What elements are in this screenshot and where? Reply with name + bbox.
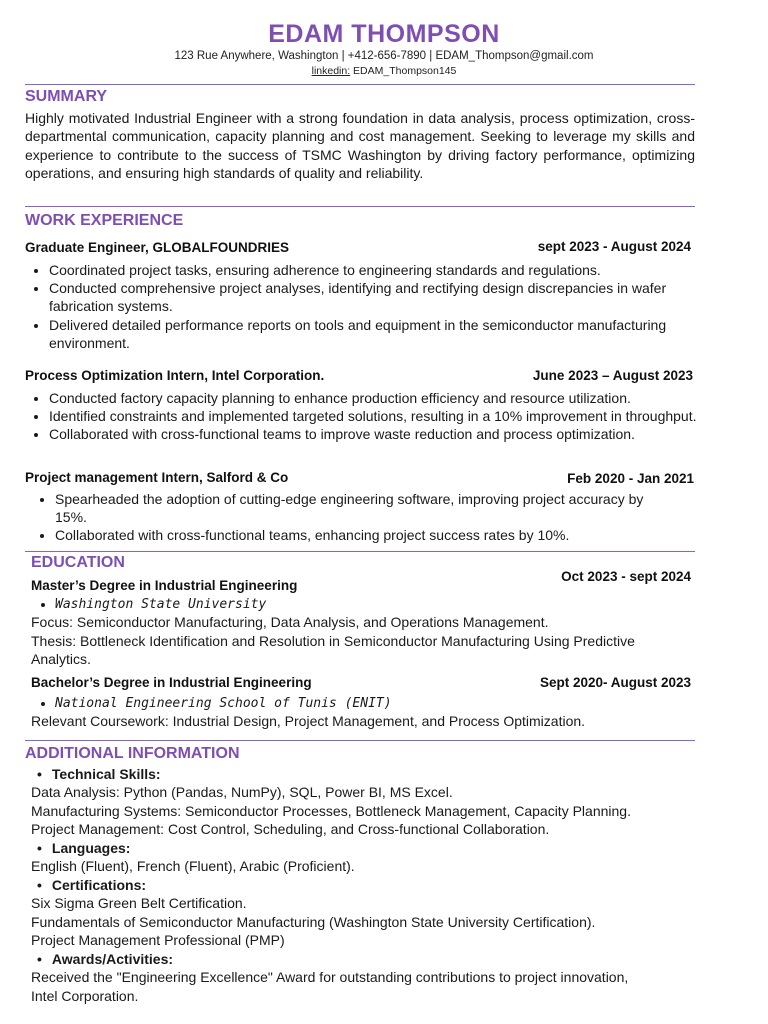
certifications-label: • Certifications: [37,877,146,893]
list-item: • Delivered detailed performance reports on tools and equipment in the semiconductor manufacturing environment. [49,316,719,352]
degree-dates: Oct 2023 - sept 2024 [561,569,691,584]
info-line: Fundamentals of Semiconductor Manufacturing (Washington State University Certification). [31,914,596,930]
school-name: • Washington State University [55,596,695,614]
school-name: • National Engineering School of Tunis (ENIT) [55,695,695,713]
degree-title: Master’s Degree in Industrial Engineering [31,578,298,593]
degree-focus: Focus: Semiconductor Manufacturing, Data Analysis, and Operations Management. [31,614,549,630]
degree-title: Bachelor’s Degree in Industrial Engineering [31,675,312,690]
info-line: Project Management: Cost Control, Scheduling, and Cross-functional Collaboration. [31,821,550,837]
job-title: Graduate Engineer, GLOBALFOUNDRIES [25,240,290,255]
info-line: English (Fluent), French (Fluent), Arabic (Proficient). [31,858,355,874]
degree-dates: Sept 2020- August 2023 [539,675,691,690]
list-item: • Conducted factory capacity planning to enhance production efficiency and resource utilization. [49,389,719,407]
info-line: Data Analysis: Python (Pandas, NumPy), SQL, Power BI, MS Excel. [31,784,453,800]
section-divider [25,740,695,741]
languages-label: • Languages: [37,840,130,856]
info-line: Intel Corporation. [31,988,139,1004]
awards-label: • Awards/Activities: [37,951,173,967]
section-divider [25,84,695,85]
summary-text: Highly motivated Industrial Engineer with a strong foundation in data analysis, process optimization, cross-departmental communication, capacity planning and cost management. Seeking to leverage my skills and experience to contribute to the success of TSMC Washington by driving factory performance, optimizing operations, and ensuring high standards of quality and reliability. [25,110,695,182]
job-bullets [31,490,665,545]
section-divider [25,551,695,552]
job-bullets [25,389,719,444]
linkedin-value: EDAM_Thompson145 [350,65,457,77]
list-item: • Spearheaded the adoption of cutting-edge engineering software, improving project accuracy by 15%. [55,490,665,526]
job-bullets [25,261,719,352]
school-list [31,596,695,614]
list-item: • Collaborated with cross-functional teams, enhancing project success rates by 10%. [55,526,665,544]
additional-info-heading: ADDITIONAL INFORMATION [25,745,240,762]
info-line: Received the "Engineering Excellence" Award for outstanding contributions to project innovation, [31,969,629,985]
work-experience-heading: WORK EXPERIENCE [25,212,184,229]
list-item: • Collaborated with cross-functional teams to improve waste reduction and process optimization. [49,425,719,443]
section-divider [25,206,695,207]
education-heading: EDUCATION [31,554,125,571]
info-line: Manufacturing Systems: Semiconductor Processes, Bottleneck Management, Capacity Planning. [31,803,631,819]
list-item: • Coordinated project tasks, ensuring adherence to engineering standards and regulations. [49,261,719,279]
info-line: Six Sigma Green Belt Certification. [31,895,247,911]
candidate-name: EDAM THOMPSON [268,20,500,48]
summary-heading: SUMMARY [25,88,108,105]
job-dates: June 2023 – August 2023 [532,368,693,383]
job-title: Process Optimization Intern, Intel Corporation. [25,368,325,383]
job-dates: sept 2023 - August 2024 [537,239,691,254]
list-item: • Conducted comprehensive project analyses, identifying and rectifying design discrepancies in wafer fabrication systems. [49,279,719,315]
job-dates: Feb 2020 - Jan 2021 [567,471,694,486]
degree-thesis: Thesis: Bottleneck Identification and Resolution in Semiconductor Manufacturing Using Predictive Analytics. [31,633,635,668]
linkedin-label[interactable]: linkedin: [311,65,351,77]
degree-coursework: Relevant Coursework: Industrial Design, Project Management, and Process Optimization. [31,713,586,729]
info-line: Project Management Professional (PMP) [31,932,285,948]
technical-skills-label: • Technical Skills: [37,766,161,782]
job-title: Project management Intern, Salford & Co [25,470,289,485]
contact-line: 123 Rue Anywhere, Washington | +412-656-7890 | EDAM_Thompson@gmail.com [174,50,594,62]
linkedin-line [0,65,768,77]
list-item: • Identified constraints and implemented targeted solutions, resulting in a 10% improvement in throughput. [49,407,719,425]
school-list [31,695,695,713]
